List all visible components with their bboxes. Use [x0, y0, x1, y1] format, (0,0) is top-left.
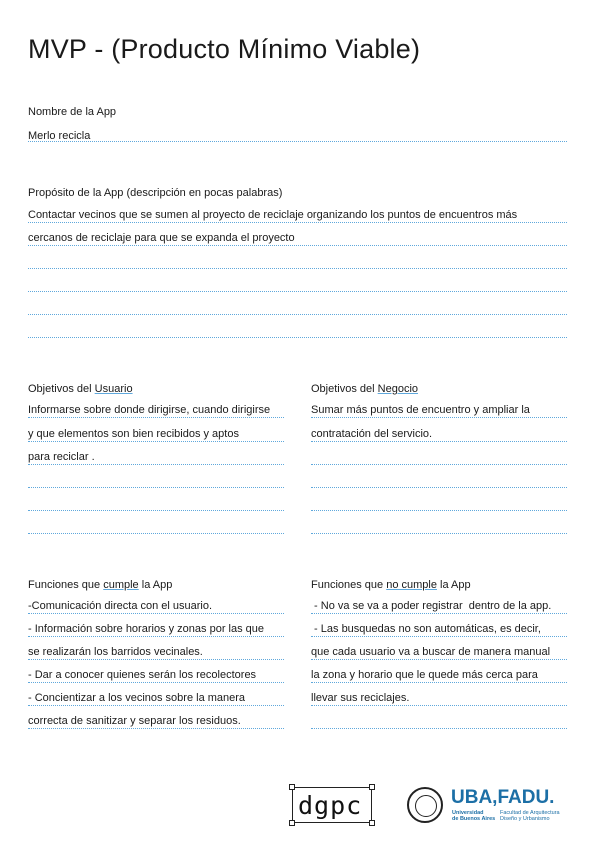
business-goals-label: Objetivos del Negocio [311, 383, 419, 395]
functions-no-line-5[interactable]: llevar sus reciclajes. [311, 692, 410, 704]
purpose-rule-5 [28, 314, 567, 315]
business-goals-line-2[interactable]: contratación del servicio. [311, 428, 433, 440]
functions-no-line-2[interactable]: - Las busquedas no son automáticas, es decir, [311, 623, 541, 635]
app-name-value[interactable]: Merlo recicla [28, 130, 91, 142]
business-goals-rule-5 [311, 510, 567, 511]
functions-yes-rule-1 [28, 613, 284, 614]
business-goals-line-1[interactable]: Sumar más puntos de encuentro y ampliar la [311, 404, 530, 416]
functions-yes-rule-6 [28, 728, 284, 729]
user-goals-label: Objetivos del Usuario [28, 383, 133, 395]
app-name-label: Nombre de la App [28, 106, 117, 118]
purpose-line-2[interactable]: cercanos de reciclaje para que se expanda el proyecto [28, 232, 295, 244]
page-title: MVP - (Producto Mínimo Viable) [28, 34, 421, 64]
user-goals-rule-3 [28, 464, 284, 465]
functions-no-rule-4 [311, 682, 567, 683]
functions-yes-line-3[interactable]: se realizarán los barridos vecinales. [28, 646, 203, 658]
functions-yes-rule-4 [28, 682, 284, 683]
dgpc-logo [292, 787, 372, 823]
user-goals-line-3[interactable]: para reciclar . [28, 451, 95, 463]
functions-no-rule-2 [311, 636, 567, 637]
purpose-label: Propósito de la App (descripción en pocas palabras) [28, 187, 283, 199]
uba-fadu-logo: UBA,FADU. [451, 787, 555, 808]
functions-no-line-1[interactable]: - No va se va a poder registrar dentro de la app. [311, 600, 552, 612]
business-goals-rule-3 [311, 464, 567, 465]
business-goals-rule-1 [311, 417, 567, 418]
business-goals-rule-6 [311, 533, 567, 534]
functions-no-rule-3 [311, 659, 567, 660]
functions-no-rule-6 [311, 728, 567, 729]
user-goals-line-1[interactable]: Informarse sobre donde dirigirse, cuando dirigirse [28, 404, 271, 416]
purpose-rule-2 [28, 245, 567, 246]
app-name-line [28, 141, 567, 142]
user-goals-rule-5 [28, 510, 284, 511]
functions-yes-line-6[interactable]: correcta de sanitizar y separar los residuos. [28, 715, 241, 727]
functions-yes-rule-2 [28, 636, 284, 637]
functions-no-line-4[interactable]: la zona y horario que le quede más cerca para [311, 669, 538, 681]
purpose-line-1[interactable]: Contactar vecinos que se sumen al proyecto de reciclaje organizando los puntos de encuentros más [28, 209, 518, 221]
functions-no-rule-1 [311, 613, 567, 614]
user-goals-rule-6 [28, 533, 284, 534]
dgpc-logo-text: dgpc [298, 791, 363, 820]
business-goals-rule-4 [311, 487, 567, 488]
uba-seal-icon [407, 787, 443, 823]
functions-yes-line-5[interactable]: - Concientizar a los vecinos sobre la manera [28, 692, 246, 704]
functions-yes-line-2[interactable]: - Información sobre horarios y zonas por las que [28, 623, 265, 635]
uba-logo-faculty: Facultad de Arquitectura Diseño y Urbanismo [500, 810, 560, 822]
user-goals-rule-2 [28, 441, 284, 442]
functions-yes-rule-5 [28, 705, 284, 706]
user-goals-rule-4 [28, 487, 284, 488]
functions-no-rule-5 [311, 705, 567, 706]
purpose-rule-3 [28, 268, 567, 269]
functions-no-line-3[interactable]: que cada usuario va a buscar de manera manual [311, 646, 551, 658]
purpose-rule-4 [28, 291, 567, 292]
functions-yes-rule-3 [28, 659, 284, 660]
business-goals-rule-2 [311, 441, 567, 442]
user-goals-line-2[interactable]: y que elementos son bien recibidos y aptos [28, 428, 239, 440]
functions-yes-line-1[interactable]: -Comunicación directa con el usuario. [28, 600, 213, 612]
purpose-rule-1 [28, 222, 567, 223]
functions-yes-line-4[interactable]: - Dar a conocer quienes serán los recolectores [28, 669, 257, 681]
functions-no-label: Funciones que no cumple la App [311, 579, 471, 591]
uba-logo-university: Universidad de Buenos Aires [452, 810, 496, 822]
purpose-rule-6 [28, 337, 567, 338]
user-goals-rule-1 [28, 417, 284, 418]
functions-yes-label: Funciones que cumple la App [28, 579, 173, 591]
